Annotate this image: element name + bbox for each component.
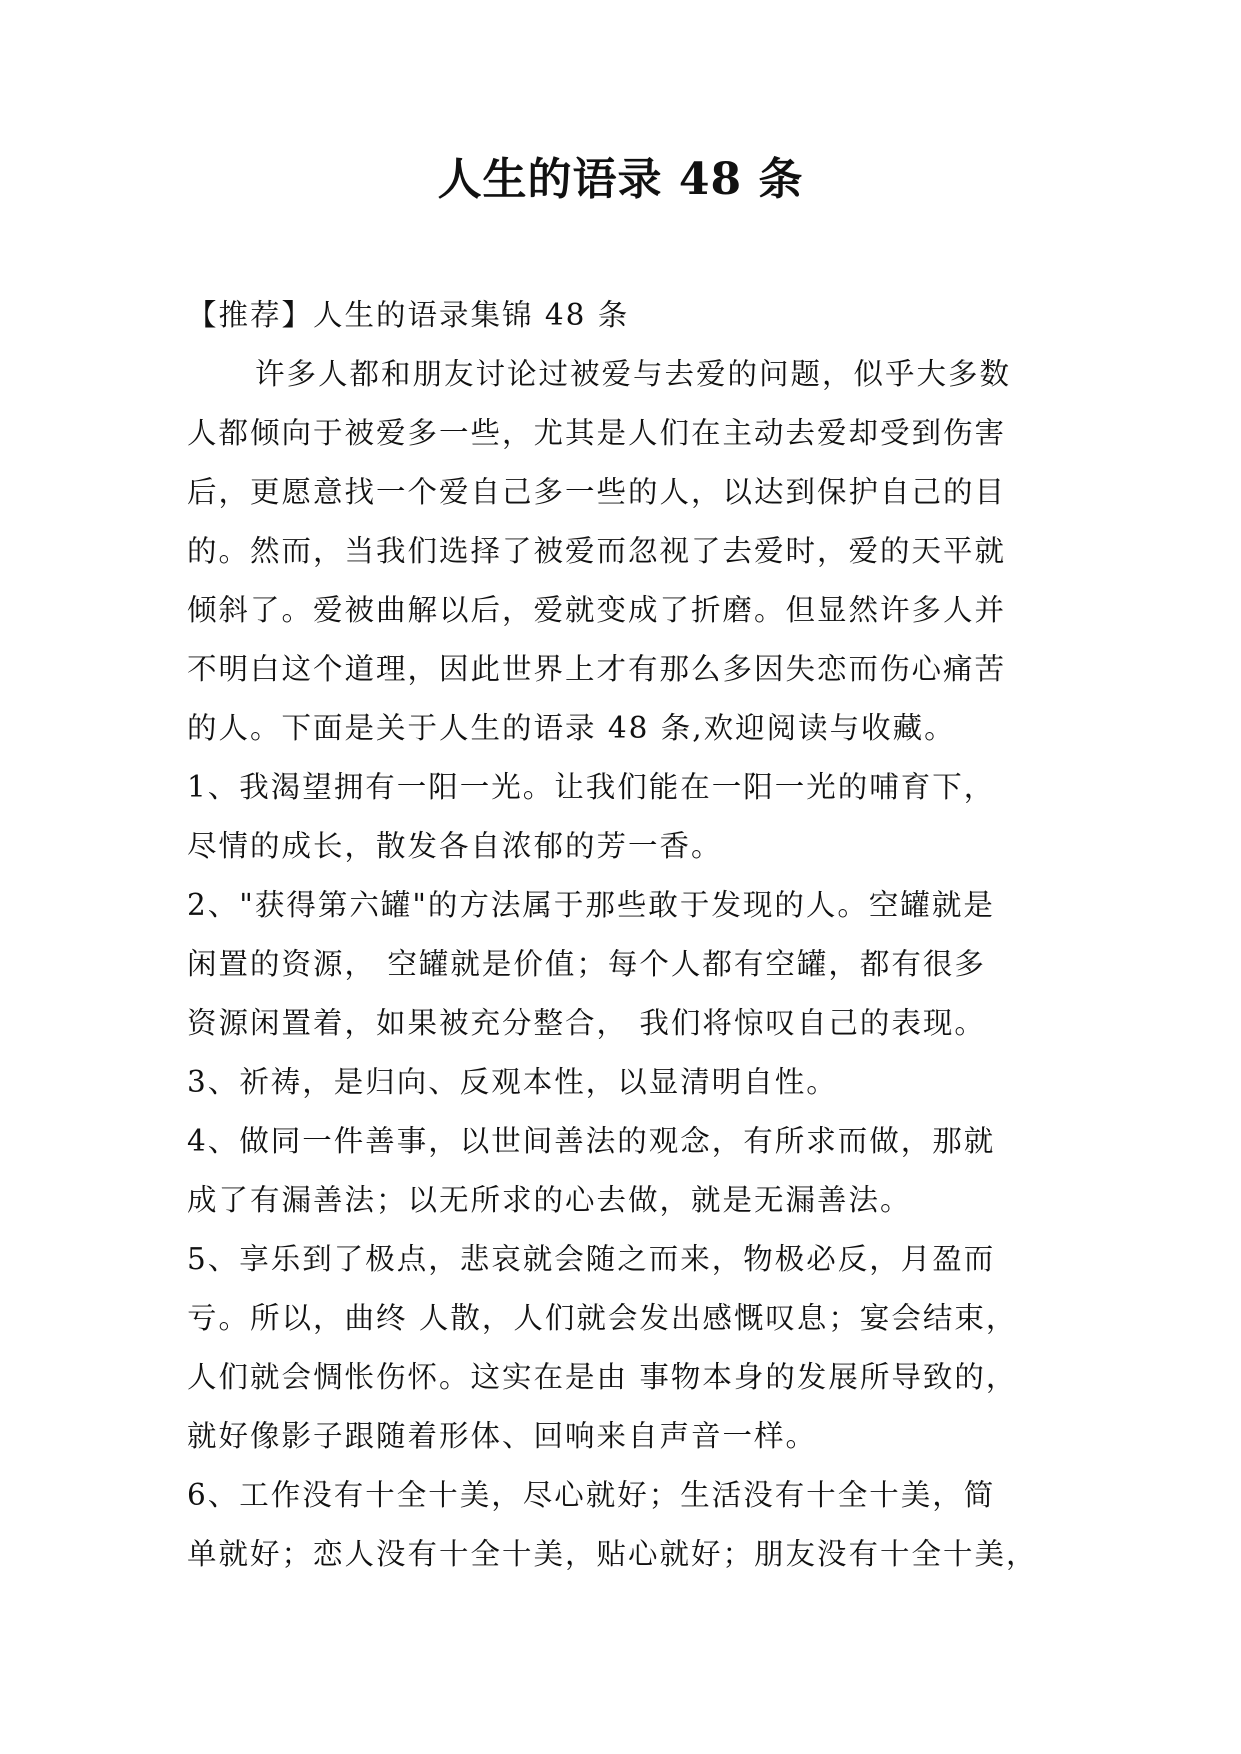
quote-line: 1、我渴望拥有一阳一光。让我们能在一阳一光的哺育下， [187,770,996,804]
paragraph-line: 倾斜了。爱被曲解以后，爱就变成了折磨。但显然许多人并 [187,593,1007,627]
paragraph-line: 不明白这个道理，因此世界上才有那么多因失恋而伤心痛苦 [187,652,1007,686]
paragraph-line: 的人。下面是关于人生的语录 48 条,欢迎阅读与收藏。 [187,711,956,745]
quote-line: 单就好；恋人没有十全十美，贴心就好；朋友没有十全十美， [187,1537,1038,1571]
quote-line: 5、享乐到了极点，悲哀就会随之而来，物极必反，月盈而 [187,1242,996,1276]
paragraph-line: 人都倾向于被爱多一些，尤其是人们在主动去爱却受到伤害 [187,416,1007,450]
quote-line: 6、工作没有十全十美，尽心就好；生活没有十全十美，简 [187,1478,996,1512]
quote-line: 亏。所以，曲终 人散，人们就会发出感慨叹息；宴会结束， [187,1301,1018,1335]
document-body [187,286,1067,1584]
subtitle-line: 【推荐】人生的语录集锦 48 条 [187,298,630,332]
quote-line: 4、做同一件善事，以世间善法的观念，有所求而做，那就 [187,1124,996,1158]
paragraph-line: 许多人都和朋友讨论过被爱与去爱的问题，似乎大多数 [255,357,1012,391]
document-title: 人生的语录 48 条 [437,154,804,205]
quote-line: 就好像影子跟随着形体、回响来自声音一样。 [187,1419,818,1453]
quote-line: 资源闲置着，如果被充分整合， 我们将惊叹自己的表现。 [187,1006,986,1040]
quote-line: 闲置的资源， 空罐就是价值；每个人都有空罐，都有很多 [187,947,986,981]
quote-line: 尽情的成长，散发各自浓郁的芳一香。 [187,829,723,863]
quote-line: 成了有漏善法；以无所求的心去做，就是无漏善法。 [187,1183,912,1217]
quote-line: 人们就会惆怅伤怀。这实在是由 事物本身的发展所导致的， [187,1360,1018,1394]
quote-line: 2、"获得第六罐"的方法属于那些敢于发现的人。空罐就是 [187,888,995,922]
paragraph-line: 的。然而，当我们选择了被爱而忽视了去爱时，爱的天平就 [187,534,1007,568]
quote-line: 3、祈祷，是归向、反观本性，以显清明自性。 [187,1065,838,1099]
paragraph-line: 后，更愿意找一个爱自己多一些的人，以达到保护自己的目 [187,475,1007,509]
